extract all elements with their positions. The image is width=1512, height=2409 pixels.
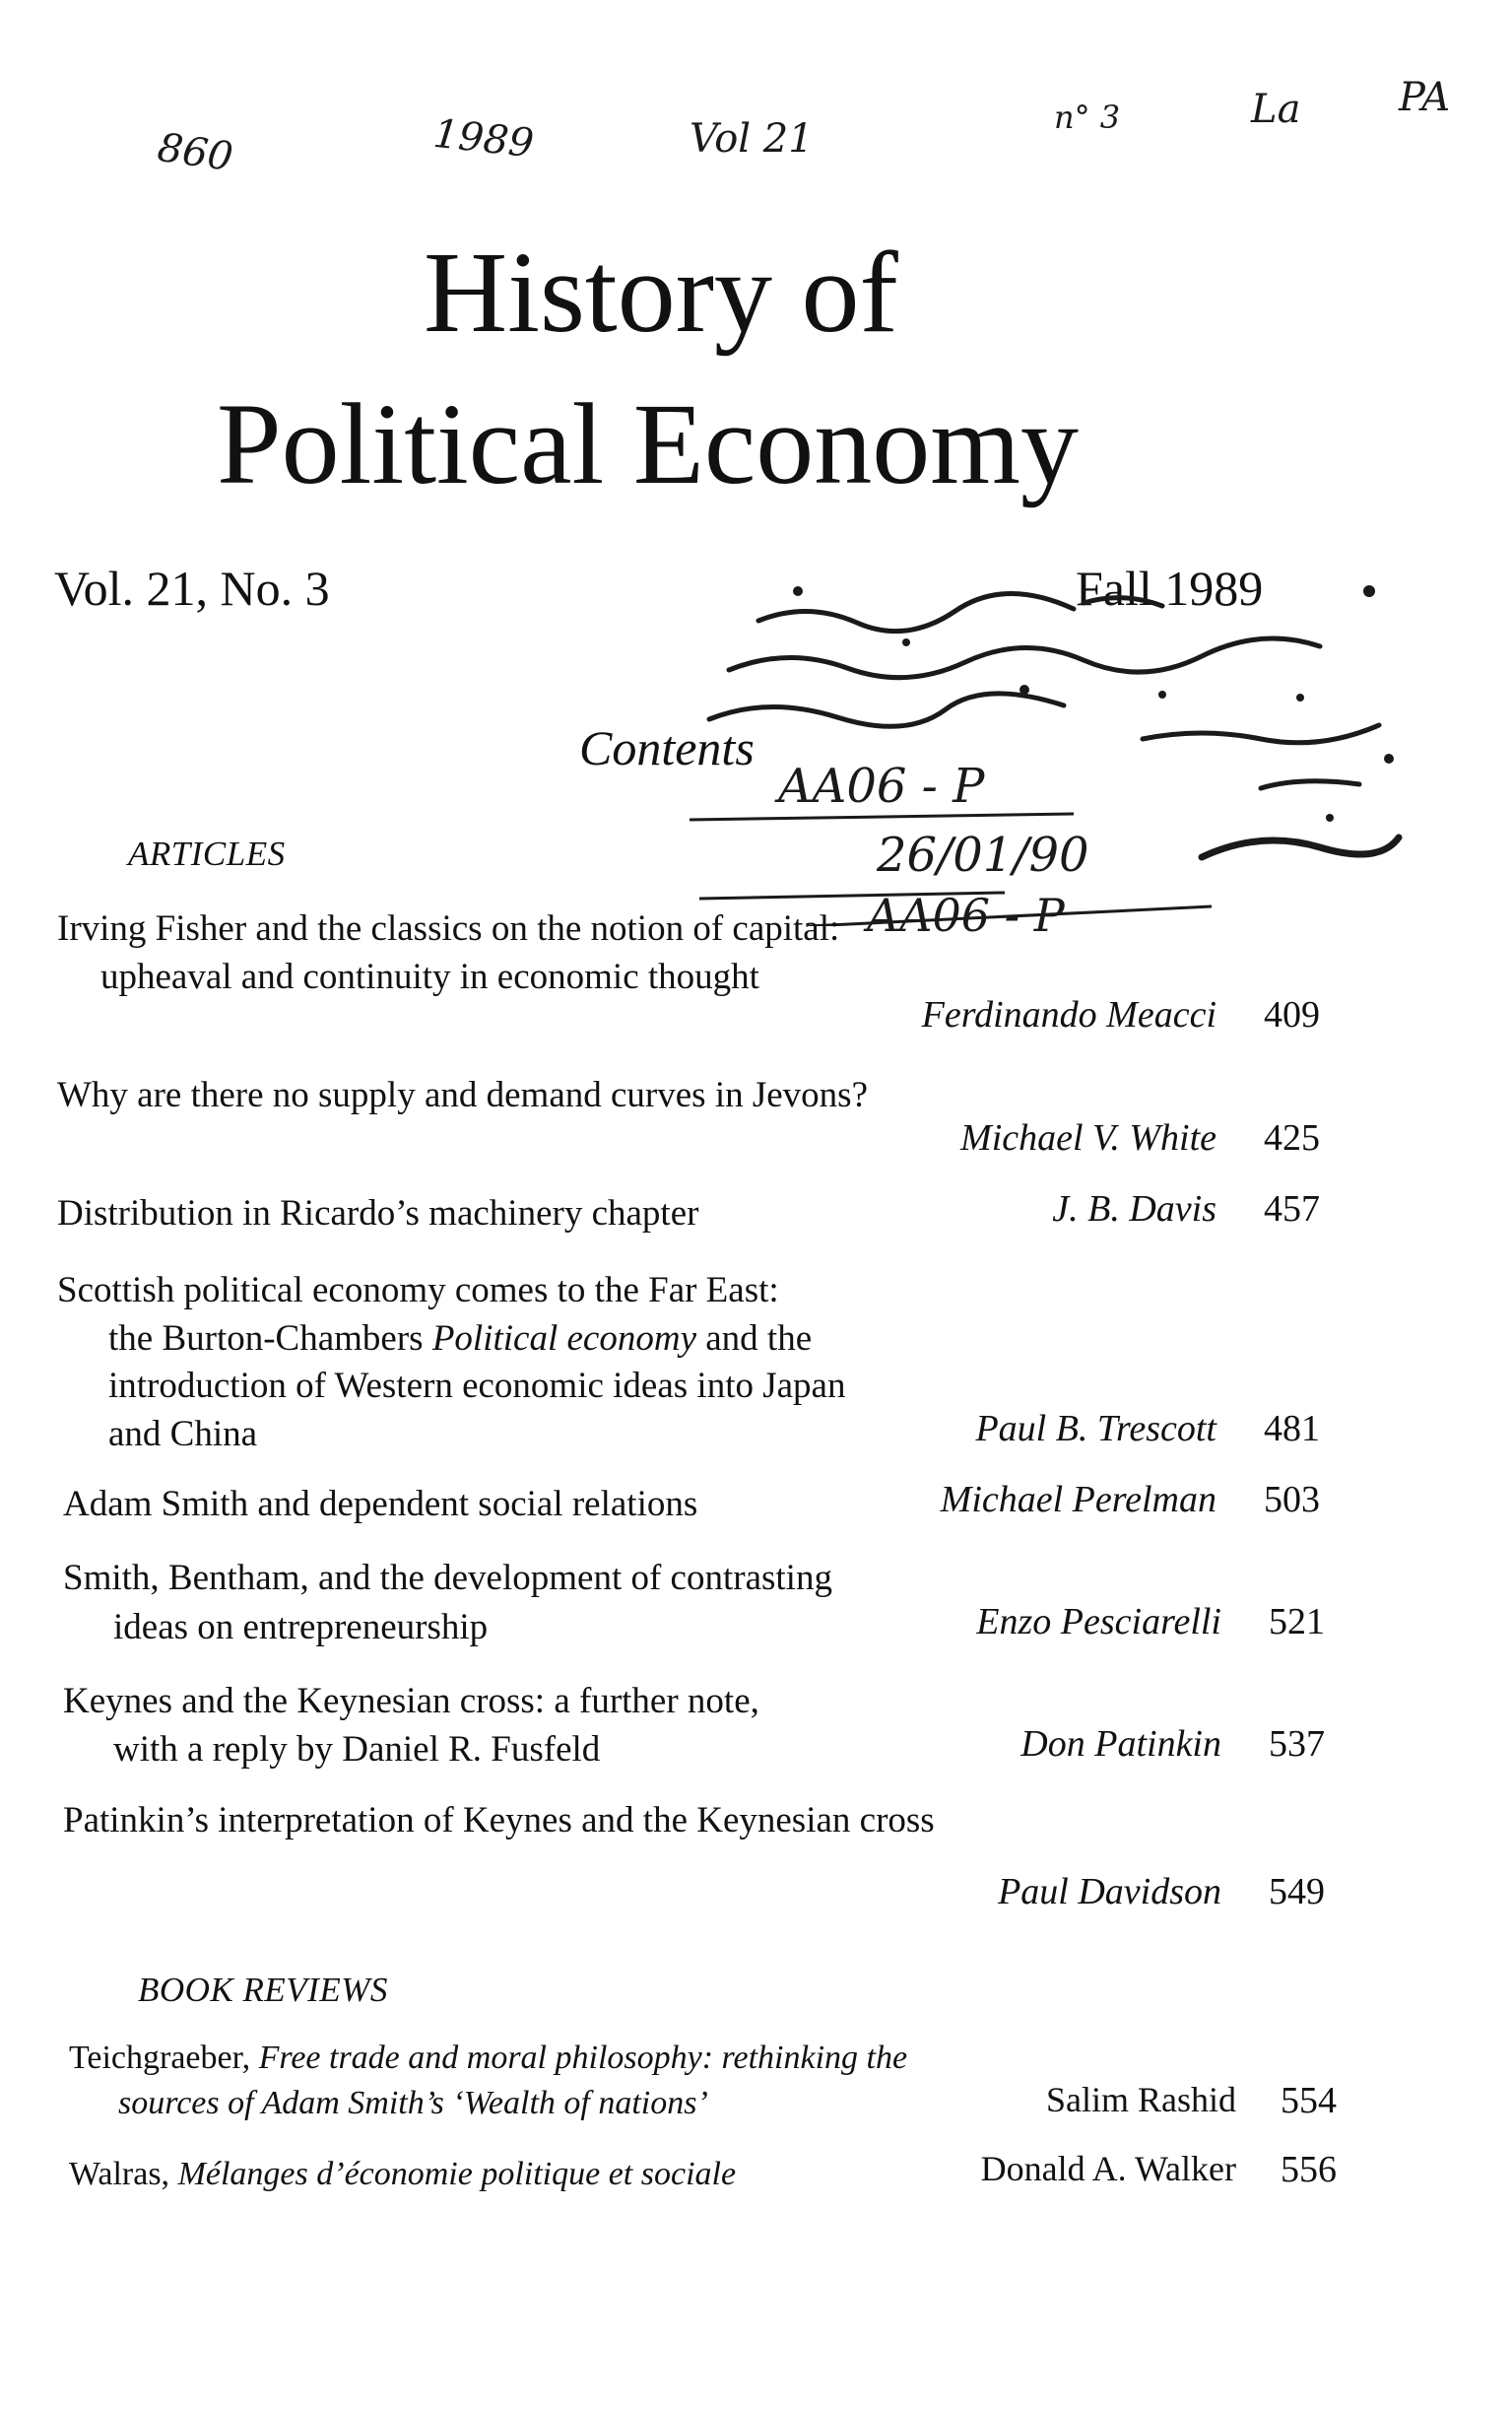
article-5-title: Adam Smith and dependent social relations (63, 1484, 698, 1524)
review-1-line1 (69, 2040, 907, 2077)
article-8-title: Patinkin’s interpretation of Keynes and the Keynesian cross (63, 1800, 935, 1840)
review-2-book-line1: Mélanges d’économie politique et sociale (177, 2156, 737, 2192)
contents-heading: Contents (579, 720, 755, 775)
handwritten-accession-2: AA06 - P (867, 889, 1065, 942)
article-6-title-line1: Smith, Bentham, and the development of contrasting (63, 1558, 832, 1598)
article-4-author: Paul B. Trescott (975, 1408, 1216, 1449)
review-2-page: 556 (1281, 2149, 1337, 2190)
article-1-author: Ferdinando Meacci (921, 994, 1216, 1036)
article-3-title: Distribution in Ricardo’s machinery chapter (57, 1193, 699, 1234)
article-7-author: Don Patinkin (1020, 1723, 1221, 1765)
handwritten-note-4: n° 3 (1054, 99, 1121, 136)
article-1-page: 409 (1264, 994, 1320, 1036)
article-4-title-line3: introduction of Western economic ideas into Japan (108, 1366, 846, 1406)
article-4-title-line2-a: the Burton-Chambers (108, 1318, 432, 1359)
handwritten-accession-date: 26/01/90 (877, 828, 1089, 883)
article-4-title-line2-b: and the (696, 1318, 813, 1359)
article-7-title-line1: Keynes and the Keynesian cross: a further note, (63, 1681, 759, 1721)
review-2-reviewed-author: Walras, (69, 2156, 170, 2192)
review-1-book-line1: Free trade and moral philosophy: rethinking the (258, 2040, 908, 2076)
handwritten-note-3: Vol 21 (690, 116, 814, 162)
article-8-author: Paul Davidson (998, 1871, 1221, 1912)
book-reviews-heading: BOOK REVIEWS (138, 1971, 388, 2009)
article-4-title-line4: and China (108, 1414, 258, 1454)
article-4-book-title: Political economy (431, 1318, 696, 1359)
review-1-reviewer: Salim Rashid (1045, 2080, 1236, 2119)
handwritten-note-1: 860 (155, 124, 236, 181)
article-6-author: Enzo Pesciarelli (976, 1601, 1221, 1642)
review-2-line1 (69, 2156, 736, 2193)
article-1-title-line1: Irving Fisher and the classics on the notion of capital: (57, 908, 840, 949)
article-5-page: 503 (1264, 1479, 1320, 1520)
article-8-page: 549 (1269, 1871, 1325, 1912)
journal-title-line1: History of (424, 228, 898, 357)
article-2-author: Michael V. White (960, 1117, 1216, 1159)
review-1-reviewed-author: Teichgraeber, (69, 2040, 251, 2076)
handwritten-note-2: 1989 (430, 110, 536, 167)
articles-heading: ARTICLES (128, 835, 286, 873)
article-6-page: 521 (1269, 1601, 1325, 1642)
article-3-page: 457 (1264, 1188, 1320, 1230)
article-1-title-line2: upheaval and continuity in economic thought (100, 957, 759, 997)
article-2-title: Why are there no supply and demand curves in Jevons? (57, 1075, 868, 1115)
review-1-page: 554 (1281, 2080, 1337, 2121)
journal-title-line2: Political Economy (217, 379, 1080, 508)
handwritten-note-5: La (1251, 87, 1301, 132)
article-3-author: J. B. Davis (1052, 1188, 1216, 1230)
article-4-title-line1: Scottish political economy comes to the Far East: (57, 1270, 779, 1310)
review-2-reviewer: Donald A. Walker (980, 2149, 1236, 2188)
article-6-title-line2: ideas on entrepreneurship (113, 1607, 489, 1647)
review-1-book-line2: sources of Adam Smith’s ‘Wealth of nations’ (118, 2085, 708, 2121)
article-7-title-line2: with a reply by Daniel R. Fusfeld (113, 1729, 601, 1770)
volume-number: Vol. 21, No. 3 (54, 561, 330, 616)
article-4-title-line2 (108, 1317, 812, 1360)
handwritten-accession-1: AA06 - P (778, 759, 985, 814)
issue-season: Fall 1989 (1076, 561, 1264, 616)
handwritten-note-6: PA (1399, 75, 1451, 120)
article-2-page: 425 (1264, 1117, 1320, 1159)
article-5-author: Michael Perelman (940, 1479, 1216, 1520)
article-7-page: 537 (1269, 1723, 1325, 1765)
article-4-page: 481 (1264, 1408, 1320, 1449)
